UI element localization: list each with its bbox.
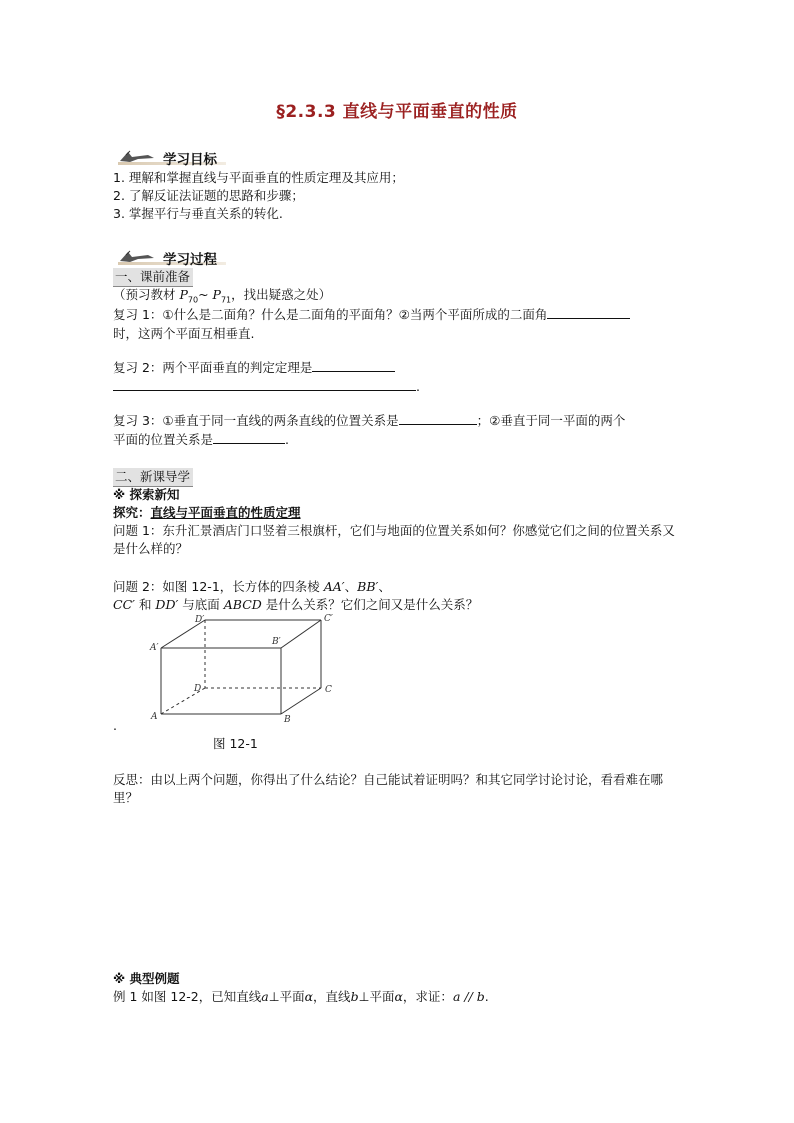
reflection: 反思：由以上两个问题，你得出了什么结论？自己能试着证明吗？和其它同学讨论讨论，看看难在哪里？ [113,772,664,805]
review1-line2: 时，这两个平面互相垂直. [113,326,255,341]
review3-line1: 复习 3：①垂直于同一直线的两条直线的位置关系是 ；②垂直于同一平面的两个 [113,413,626,428]
label-c: C [325,685,332,695]
edge-b1c1 [281,620,321,648]
goal-item: 2. 了解反证法证题的思路和步骤； [113,188,304,203]
answer-blank[interactable] [312,359,395,372]
review3-line2: 平面的位置关系是 . [113,432,289,447]
process-heading-text: 学习过程 [163,252,217,268]
explore-line: 探究：直线与平面垂直的性质定理 [113,505,301,520]
label-b: B [284,715,291,724]
cuboid-figure [145,612,345,724]
label-a1: A′ [150,643,159,653]
label-c1: C′ [324,614,333,624]
preview-line: （预习教材 $P_{70}\sim$ $P_{71}$，找出疑惑之处） [113,287,332,305]
question-1: 问题 1：东升汇景酒店门口竖着三根旗杆，它们与地面的位置关系如何？你感觉它们之间的位置关系又是什么样的？ [113,523,675,556]
review2-line2: . [113,378,420,396]
edge-bc [281,688,321,714]
review1-line1: 复习 1：①什么是二面角？什么是二面角的平面角？②当两个平面所成的二面角 [113,306,630,324]
label-a: A [151,712,158,722]
label-b1: B′ [272,637,281,647]
example-1: 例 1 如图 12-2，已知直线a⊥平面α，直线b⊥平面α，求证：a // b. [113,989,489,1004]
goal-item: 3. 掌握平行与垂直关系的转化. [113,206,283,221]
part1-label: 一、课前准备 [113,268,193,287]
goal-item: 1. 理解和掌握直线与平面垂直的性质定理及其应用； [113,170,404,185]
label-d: D [194,684,202,694]
question-2-line1: 问题 2：如图 12-1，长方体的四条棱 AA′、BB′、 [113,579,391,594]
examples-heading: ※ 典型例题 [113,971,180,986]
page-title: §2.3.3 直线与平面垂直的性质 [276,102,518,122]
label-d1: D′ [195,615,205,625]
figure-caption: 图 12-1 [213,736,258,751]
answer-blank[interactable] [399,412,477,425]
stray-dot: . [113,718,117,733]
answer-blank[interactable] [213,431,285,444]
explore-heading: ※ 探索新知 [113,487,180,502]
review2-line1: 复习 2：两个平面垂直的判定定理是 [113,359,395,377]
answer-blank[interactable] [547,306,630,319]
part2-label: 二、新课导学 [113,468,193,487]
goals-heading-text: 学习目标 [163,152,217,168]
answer-blank[interactable] [113,378,416,391]
question-2-line2: CC′ 和 DD′ 与底面 ABCD 是什么关系？它们之间又是什么关系？ [113,597,479,612]
